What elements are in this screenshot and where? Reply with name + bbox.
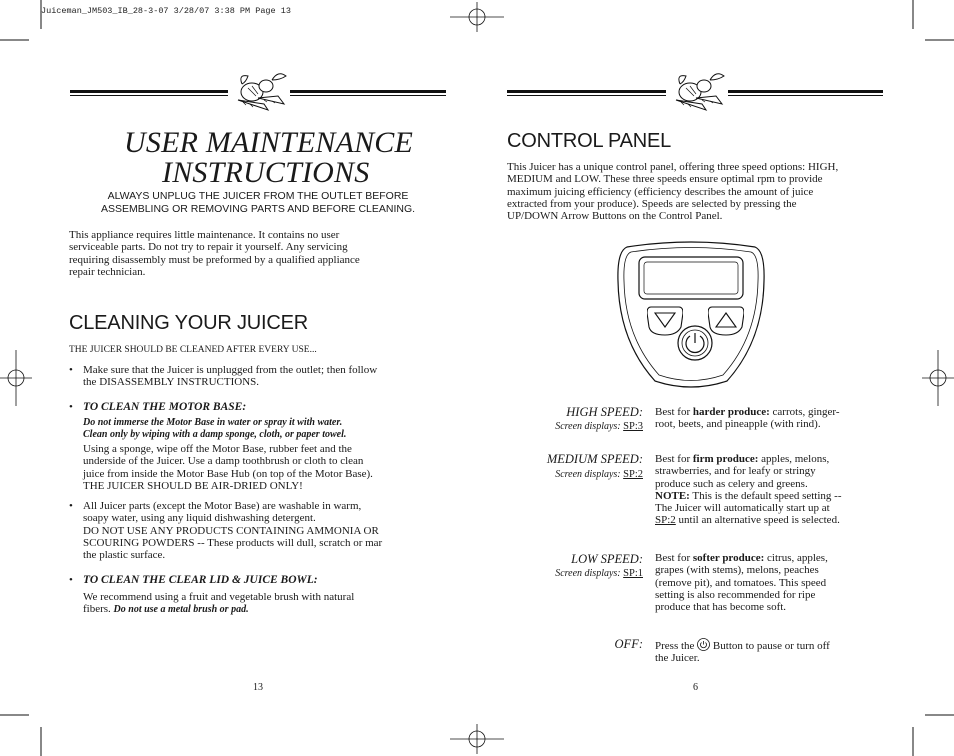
fruit-vegetable-illustration-icon xyxy=(228,70,290,118)
page-number-left: 13 xyxy=(253,682,263,693)
medium-speed-label: MEDIUM SPEED: xyxy=(546,452,643,466)
cleaning-intro: THE JUICER SHOULD BE CLEANED AFTER EVERY USE... xyxy=(69,345,317,355)
lid-bowl-instructions: We recommend using a fruit and vegetable brush with natural fibers. Do not use a metal brush or pad. xyxy=(83,591,355,616)
cleaning-heading: CLEANING YOUR JUICER xyxy=(69,312,309,334)
maintenance-paragraph: This appliance requires little maintenance. It contains no user serviceable parts. Do not try to repair it yourself. Any servicing requiring disassembly must be preformed by a qualified appliance repair technician. xyxy=(69,229,360,278)
power-button[interactable] xyxy=(676,324,714,362)
high-speed-display: Screen displays: SP:3 xyxy=(555,421,643,432)
fruit-vegetable-illustration-icon xyxy=(666,70,728,118)
low-speed-label: LOW SPEED: xyxy=(571,552,643,566)
high-speed-description: Best for harder produce: carrots, ginger- root, beets, and pineapple (with rind). xyxy=(655,406,840,431)
motor-base-warning: Do not immerse the Motor Base in water or spray it with water. Clean only by wiping with a damp sponge, cloth, or paper towel. xyxy=(83,417,347,441)
unplug-warning: ALWAYS UNPLUG THE JUICER FROM THE OUTLET BEFORE ASSEMBLING OR REMOVING PARTS AND BEFORE CLEANING. xyxy=(100,190,416,215)
control-panel-intro: This Juicer has a unique control panel, offering three speed options: HIGH, MEDIUM and LOW. These three speeds ensure optimal rpm to provide maximum juicing efficiency (efficiency describes the amount of juice extracted from your produce). Speeds are selected by pressing the UP/DOWN Arrow Buttons on the Control Panel. xyxy=(507,161,839,223)
page-number-right: 6 xyxy=(693,682,698,693)
power-icon xyxy=(697,638,710,651)
page-title: USER MAINTENANCE INSTRUCTIONS xyxy=(124,126,414,189)
high-speed-label: HIGH SPEED: xyxy=(566,405,643,419)
print-slug: Juiceman_JM503_IB_28-3-07 3/28/07 3:38 PM Page 13 xyxy=(41,6,291,16)
motor-base-instructions: Using a sponge, wipe off the Motor Base, rubber feet and the underside of the Juicer. Use a damp toothbrush or cloth to clean juice from inside the Motor Base Hub (on top of the Motor Base). THE JUICER SHOULD BE AIR-DRIED ONLY! xyxy=(83,443,373,492)
off-description: Press the Button to pause or turn off the Juicer. xyxy=(655,640,830,665)
list-item: • All Juicer parts (except the Motor Base) are washable in warm, soapy water, using any liquid dishwashing detergent. DO NOT USE ANY PRODUCTS CONTAINING AMMONIA OR SCOURING POWDERS -- These products will dull, scratch or mar the plastic surface. xyxy=(69,500,383,562)
medium-speed-display: Screen displays: SP:2 xyxy=(555,469,643,480)
list-item: • Make sure that the Juicer is unplugged from the outlet; then follow the DISASSEMBLY INSTRUCTIONS. xyxy=(69,364,378,389)
display-screen xyxy=(639,257,743,299)
low-speed-description: Best for softer produce: citrus, apples, grapes (with stems), melons, peaches (remove pit), and tomatoes. This speed setting is also recommended for ripe produce that has become soft. xyxy=(655,552,828,614)
low-speed-display: Screen displays: SP:1 xyxy=(555,568,643,579)
control-panel-heading: CONTROL PANEL xyxy=(507,130,672,152)
medium-speed-description: Best for firm produce: apples, melons, strawberries, and for leafy or stringy produce such as celery and greens. NOTE: This is the default speed setting -- The Juicer will automatically start up at SP:2 until an alternative speed is selected. xyxy=(655,453,842,527)
off-label: OFF: xyxy=(614,637,643,651)
